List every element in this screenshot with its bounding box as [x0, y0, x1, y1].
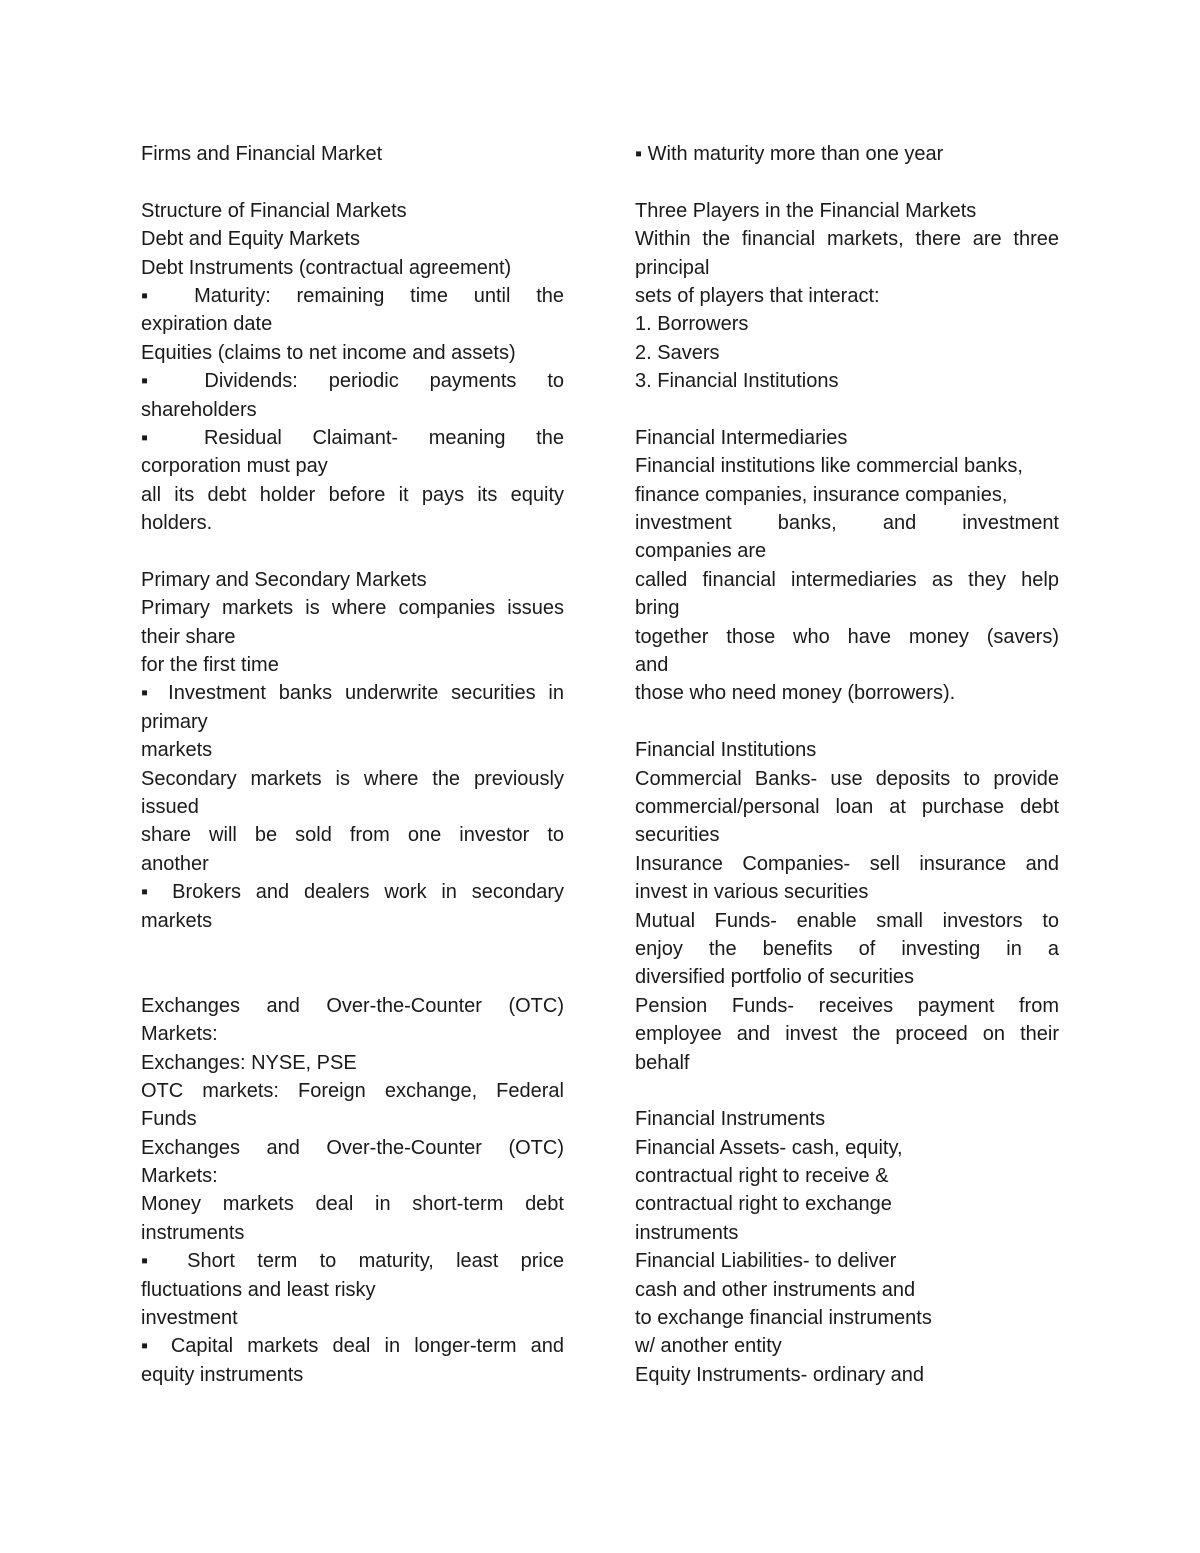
- text-line: 1. Borrowers: [635, 313, 749, 336]
- text-line: w/ another entity: [635, 1335, 782, 1358]
- text-line: to exchange financial instruments: [635, 1307, 932, 1330]
- text-line: markets: [141, 909, 213, 932]
- right-column: [635, 140, 1059, 1389]
- text-line: equity instruments: [141, 1363, 304, 1386]
- text-line: all its debt holder before it pays its equity: [141, 483, 564, 506]
- text-line: Within the financial markets, there are three: [635, 228, 1059, 251]
- text-line: Exchanges and Over-the-Counter (OTC): [141, 994, 564, 1017]
- text-line: securities: [635, 824, 720, 847]
- text-line: Pension Funds- receives payment from: [635, 994, 1059, 1017]
- text-line: Firms and Financial Market: [141, 143, 383, 165]
- text-line: contractual right to receive &: [635, 1165, 889, 1188]
- text-line: 3. Financial Institutions: [635, 370, 839, 393]
- blank-line: [635, 396, 1059, 424]
- blank-line: [635, 708, 1059, 736]
- text-line: another: [141, 852, 209, 875]
- text-line: primary: [141, 710, 208, 733]
- text-line: Financial Institutions: [635, 739, 817, 762]
- text-line: ▪ Investment banks underwrite securities in: [141, 682, 564, 705]
- text-line: Financial Liabilities- to deliver: [635, 1250, 897, 1273]
- text-line: ▪ Short term to maturity, least price: [141, 1250, 564, 1273]
- text-line: corporation must pay: [141, 455, 328, 478]
- text-line: ▪ Capital markets deal in longer-term and: [141, 1335, 564, 1358]
- text-line: those who need money (borrowers).: [635, 682, 956, 705]
- text-line: invest in various securities: [635, 881, 869, 904]
- text-line: Money markets deal in short-term debt: [141, 1193, 564, 1216]
- text-line: ▪ Residual Claimant- meaning the: [141, 426, 564, 449]
- text-line: Financial Instruments: [635, 1108, 826, 1131]
- blank-line: [635, 168, 1059, 196]
- text-line: principal: [635, 256, 710, 279]
- text-line: Primary markets is where companies issues: [141, 597, 564, 620]
- text-line: OTC markets: Foreign exchange, Federal: [141, 1079, 564, 1102]
- text-line: Insurance Companies- sell insurance and: [635, 852, 1059, 875]
- text-line: ▪ Dividends: periodic payments to: [141, 370, 564, 393]
- text-line: behalf: [635, 1051, 690, 1074]
- text-line: Primary and Secondary Markets: [141, 568, 427, 591]
- text-line: Financial Assets- cash, equity,: [635, 1136, 903, 1159]
- text-line: and: [635, 654, 669, 677]
- text-line: their share: [141, 625, 236, 648]
- text-line: Equities (claims to net income and assets): [141, 341, 516, 364]
- text-line: share will be sold from one investor to: [141, 824, 564, 847]
- text-line: cash and other instruments and: [635, 1278, 916, 1301]
- text-line: Structure of Financial Markets: [141, 199, 407, 222]
- text-line: Secondary markets is where the previously: [141, 767, 564, 790]
- text-line: ▪ With maturity more than one year: [635, 143, 944, 165]
- text-line: instruments: [635, 1221, 739, 1244]
- blank-line: [141, 537, 564, 565]
- text-line: contractual right to exchange: [635, 1193, 892, 1216]
- blank-line: [635, 1077, 1059, 1105]
- text-line: expiration date: [141, 313, 273, 336]
- text-line: for the first time: [141, 654, 279, 677]
- text-line: issued: [141, 795, 199, 818]
- text-line: 2. Savers: [635, 341, 720, 364]
- text-line: Markets:: [141, 1023, 218, 1046]
- text-line: called financial intermediaries as they help: [635, 568, 1059, 591]
- text-line: Markets:: [141, 1165, 218, 1188]
- left-column: [141, 140, 564, 1389]
- text-line: together those who have money (savers): [635, 625, 1059, 648]
- text-line: ▪ Brokers and dealers work in secondary: [141, 881, 564, 904]
- text-line: instruments: [141, 1221, 245, 1244]
- text-line: Commercial Banks- use deposits to provide: [635, 767, 1059, 790]
- text-line: Debt and Equity Markets: [141, 228, 360, 251]
- text-line: Financial Intermediaries: [635, 426, 848, 449]
- text-line: Exchanges and Over-the-Counter (OTC): [141, 1136, 564, 1159]
- text-line: Equity Instruments- ordinary and: [635, 1363, 925, 1386]
- blank-line: [141, 963, 564, 991]
- text-line: Three Players in the Financial Markets: [635, 199, 977, 222]
- text-line: Exchanges: NYSE, PSE: [141, 1051, 357, 1074]
- text-line: sets of players that interact:: [635, 284, 880, 307]
- text-line: investment: [141, 1307, 238, 1330]
- text-line: Financial institutions like commercial banks,: [635, 455, 1023, 478]
- text-line: companies are: [635, 540, 767, 563]
- text-line: enjoy the benefits of investing in a: [635, 937, 1059, 960]
- text-line: Debt Instruments (contractual agreement): [141, 256, 512, 279]
- text-line: employee and invest the proceed on their: [635, 1023, 1059, 1046]
- text-line: fluctuations and least risky: [141, 1278, 376, 1301]
- text-line: shareholders: [141, 398, 257, 421]
- text-line: finance companies, insurance companies,: [635, 483, 1008, 506]
- blank-line: [141, 935, 564, 963]
- blank-line: [141, 168, 564, 196]
- text-line: holders.: [141, 512, 213, 535]
- text-line: ▪ Maturity: remaining time until the: [141, 284, 564, 307]
- text-line: bring: [635, 597, 680, 620]
- text-line: Funds: [141, 1108, 197, 1131]
- text-line: investment banks, and investment: [635, 512, 1059, 535]
- text-line: commercial/personal loan at purchase debt: [635, 795, 1059, 818]
- text-line: Mutual Funds- enable small investors to: [635, 909, 1059, 932]
- text-line: markets: [141, 739, 213, 762]
- text-line: diversified portfolio of securities: [635, 966, 915, 989]
